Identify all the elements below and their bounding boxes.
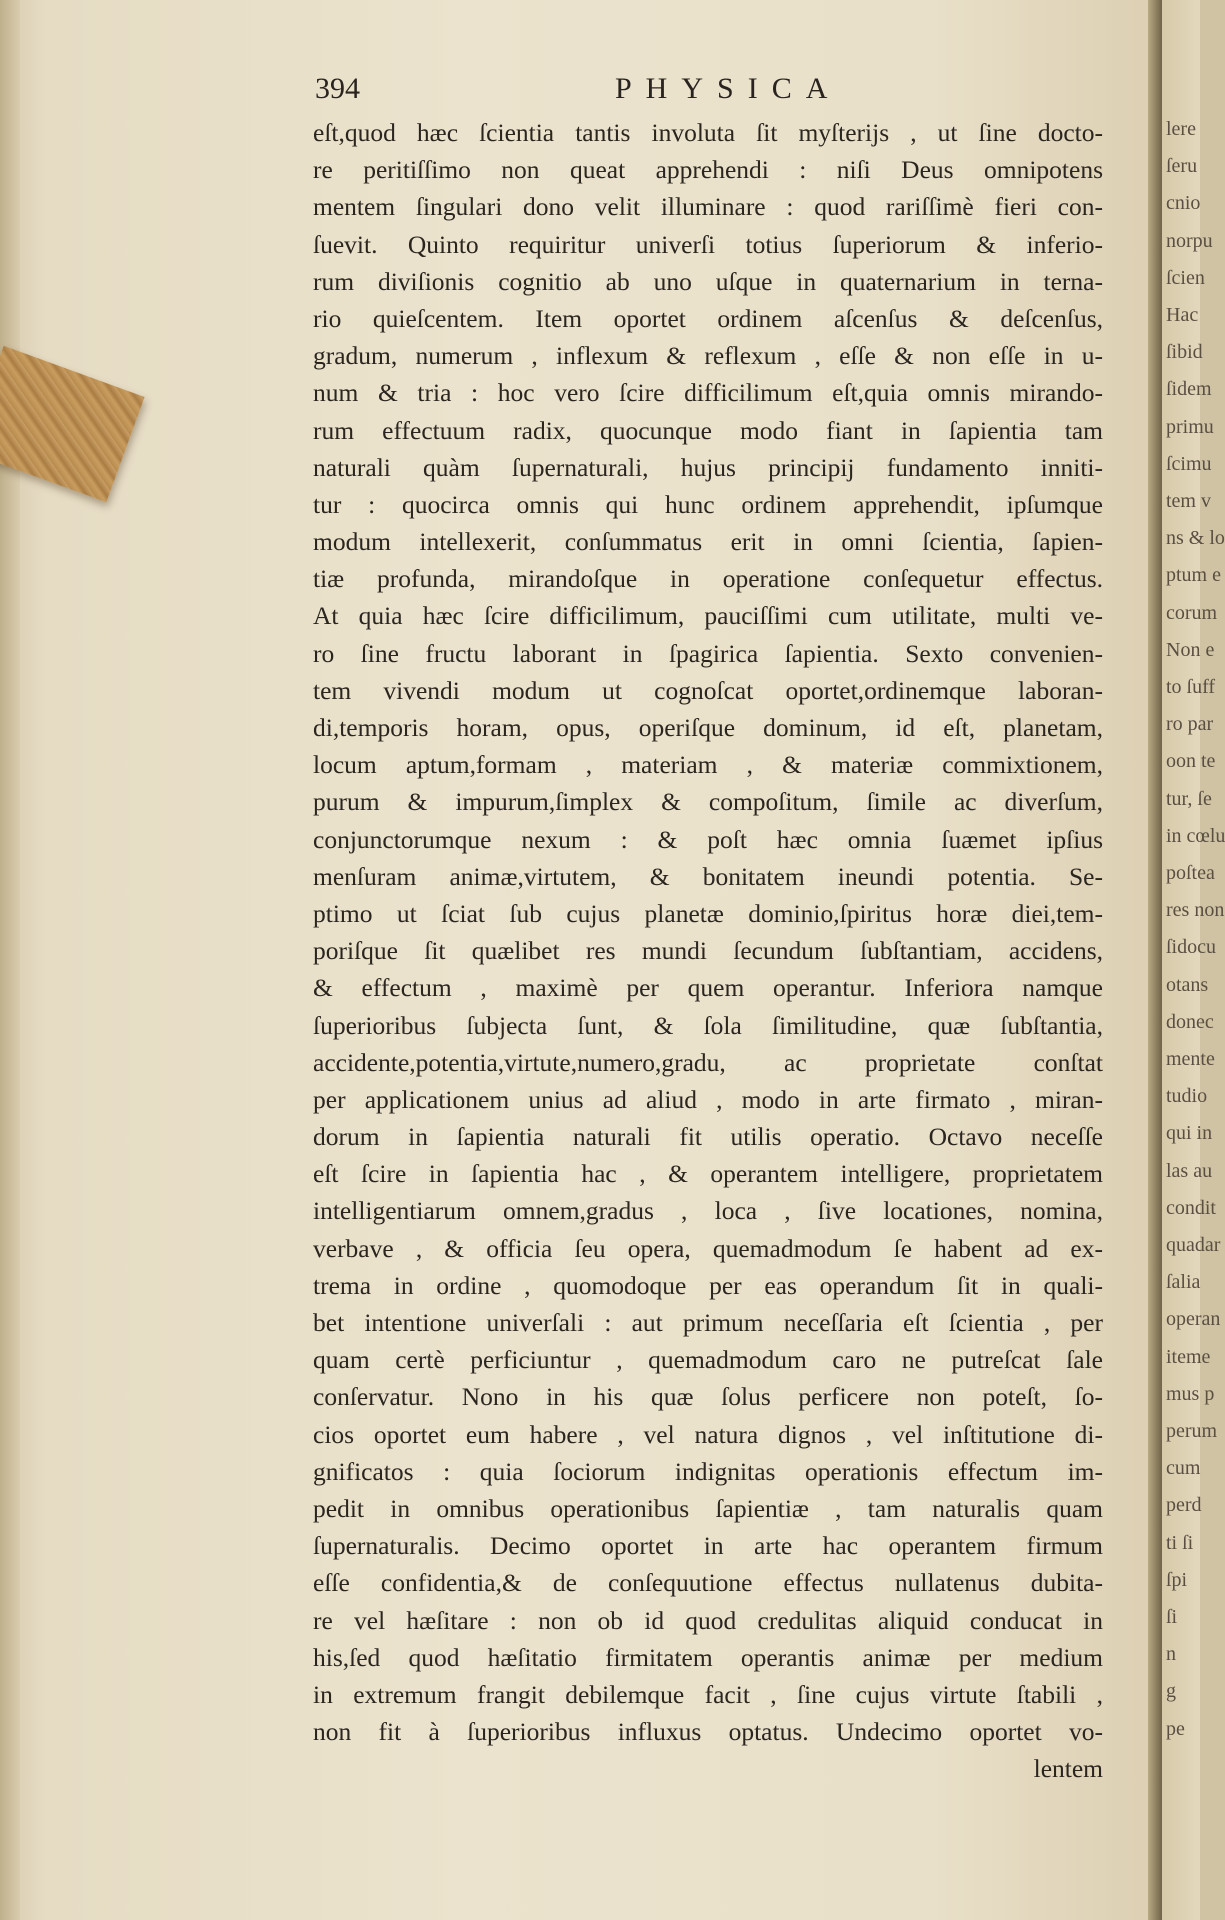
facing-page-fragment: qui in [1166, 1122, 1213, 1145]
text-line: trema in ordine , quomodoque per eas operandum ſit in quali- [313, 1270, 1103, 1300]
facing-page-fragment: ns & lo [1166, 527, 1225, 550]
facing-page-fragment: Non e [1166, 638, 1215, 661]
facing-page-fragment: perd [1166, 1494, 1202, 1517]
text-line: menſuram animæ,virtutem, & bonitatem ineundi potentia. Se- [313, 861, 1103, 891]
facing-page-fragment: n [1166, 1643, 1176, 1666]
facing-page-fragment: pe [1166, 1717, 1185, 1740]
text-line: rum diviſionis cognitio ab uno uſque in quaternarium in terna- [313, 266, 1103, 296]
text-line: re vel hæſitare : non ob id quod credulitas aliquid conducat in [313, 1605, 1103, 1635]
text-line: his,ſed quod hæſitatio firmitatem operantis animæ per medium [313, 1642, 1103, 1672]
facing-page-edge [1162, 0, 1225, 1920]
text-line: intelligentiarum omnem,gradus , loca , ſive locationes, nomina, [313, 1196, 1103, 1226]
text-line: tiæ profunda, mirandoſque in operatione conſequetur effectus. [313, 564, 1103, 594]
text-line: ptimo ut ſciat ſub cujus planetæ dominio,ſpiritus horæ diei,tem- [313, 898, 1103, 928]
facing-page-fragment: ſibid [1166, 341, 1203, 364]
text-line: num & tria : hoc vero ſcire difficilimum eſt,quia omnis mirando- [313, 378, 1103, 408]
facing-page-fragment: oon te [1166, 750, 1216, 773]
facing-page-fragment: iteme [1166, 1345, 1211, 1368]
facing-page-fragment: mente [1166, 1048, 1215, 1070]
text-line: rio quieſcentem. Item oportet ordinem aſcenſus & deſcenſus, [313, 303, 1103, 333]
text-line: At quia hæc ſcire difficilimum, pauciſſimi cum utilitate, multi ve- [313, 601, 1103, 631]
text-line: tem vivendi modum ut cognoſcat oportet,ordinemque laboran- [313, 675, 1103, 705]
page-number: 394 [315, 72, 360, 105]
text-line: eſſe confidentia,& de conſequutione effectus nullatenus dubita- [313, 1568, 1103, 1598]
text-line: ſuevit. Quinto requiritur univerſi totius ſuperiorum & inferio- [313, 229, 1103, 259]
text-line: poriſque ſit quælibet res mundi ſecundum ſubſtantiam, accidens, [313, 936, 1103, 966]
text-line: in extremum frangit debilemque facit , ſine cujus virtute ſtabili , [313, 1679, 1103, 1709]
text-line: gnificatos : quia ſociorum indignitas operationis effectum im- [313, 1456, 1103, 1486]
facing-page-fragment: res non [1166, 899, 1225, 922]
body-text [313, 114, 1103, 1787]
facing-page-fragment: g [1166, 1680, 1176, 1703]
facing-page-fragment: tem v [1166, 490, 1211, 512]
facing-page-fragment: primu [1166, 415, 1214, 438]
facing-page-fragment: corum [1166, 601, 1218, 624]
facing-page-fragment: mus p [1166, 1382, 1215, 1405]
facing-page-fragment: donec [1166, 1010, 1214, 1033]
text-line: dorum in ſapientia naturali fit utilis operatio. Octavo neceſſe [313, 1122, 1103, 1152]
facing-page-fragment: poſtea [1166, 862, 1215, 884]
facing-page-fragment: ſidocu [1166, 936, 1216, 959]
facing-page-fragment: condit [1166, 1196, 1216, 1219]
facing-page-fragment: cnio [1166, 192, 1201, 215]
facing-page-fragment: lere [1166, 118, 1196, 140]
facing-page-fragment: ſi [1166, 1606, 1178, 1628]
facing-page-fragment: ſidem [1166, 378, 1212, 401]
facing-page-fragment: ti ſi [1166, 1531, 1194, 1554]
text-line: quam certè perficiuntur , quemadmodum caro ne putreſcat ſale [313, 1345, 1103, 1375]
facing-page-fragment: ptum e [1166, 564, 1221, 587]
facing-page-fragment: quadar [1166, 1234, 1221, 1256]
facing-page-fragment: cum [1166, 1457, 1201, 1480]
text-line: ſupernaturalis. Decimo oportet in arte hac operantem firmum [313, 1531, 1103, 1561]
page-header [315, 72, 1105, 112]
text-line: mentem ſingulari dono velit illuminare : quod rariſſimè fieri con- [313, 192, 1103, 222]
facing-page-fragment: perum [1166, 1420, 1218, 1442]
text-line: tur : quocirca omnis qui hunc ordinem apprehendit, ipſumque [313, 489, 1103, 519]
text-line: cios oportet eum habere , vel natura dignos , vel inſtitutione di- [313, 1419, 1103, 1449]
facing-page-fragment: operan [1166, 1308, 1221, 1331]
book-gutter [1148, 0, 1162, 1920]
text-line: pedit in omnibus operationibus ſapientiæ , tam naturalis quam [313, 1493, 1103, 1523]
text-line: naturali quàm ſupernaturali, hujus principij fundamento inniti- [313, 452, 1103, 482]
text-line: rum effectuum radix, quocunque modo fiant in ſapientia tam [313, 415, 1103, 445]
text-line: eſt ſcire in ſapientia hac , & operantem intelligere, proprietatem [313, 1159, 1103, 1189]
running-head: PHYSICA [615, 72, 842, 105]
text-line: & effectum , maximè per quem operantur. Inferiora namque [313, 973, 1103, 1003]
facing-page-fragment: ſcimu [1166, 452, 1212, 475]
facing-page-fragment: in cœlu [1166, 824, 1225, 847]
facing-page-fragment: norpu [1166, 229, 1213, 252]
text-line: per applicationem unius ad aliud , modo in arte firmato , miran- [313, 1084, 1103, 1114]
facing-page-fragment: tudio [1166, 1085, 1208, 1108]
text-line: ro ſine fructu laborant in ſpagirica ſapientia. Sexto convenien- [313, 638, 1103, 668]
facing-page-fragment: las au [1166, 1159, 1213, 1182]
facing-page-fragment: tur, ſe [1166, 787, 1212, 810]
facing-page-fragment: otans [1166, 973, 1209, 996]
text-line: conſervatur. Nono in his quæ ſolus perficere non poteſt, ſo- [313, 1382, 1103, 1412]
text-line: purum & impurum,ſimplex & compoſitum, ſimile ac diverſum, [313, 787, 1103, 817]
facing-page-fragment: ſeru [1166, 155, 1198, 178]
facing-page-fragment: Hac [1166, 304, 1199, 326]
facing-page-fragment: ſcien [1166, 266, 1205, 289]
facing-page-fragment: ſalia [1166, 1271, 1201, 1294]
text-line: modum intellexerit, conſummatus erit in omni ſcientia, ſapien- [313, 527, 1103, 557]
text-line: re peritiſſimo non queat apprehendi : niſi Deus omnipotens [313, 155, 1103, 185]
text-line: accidente,potentia,virtute,numero,gradu, ac proprietate conſtat [313, 1047, 1103, 1077]
facing-page-fragment: ſpi [1166, 1568, 1188, 1591]
text-line: bet intentione univerſali : aut primum neceſſaria eſt ſcientia , per [313, 1308, 1103, 1337]
text-line: locum aptum,formam , materiam , & materiæ commixtionem, [313, 750, 1103, 780]
text-line: conjunctorumque nexum : & poſt hæc omnia ſuæmet ipſius [313, 824, 1103, 854]
facing-page-fragment: to ſuff [1166, 676, 1216, 698]
facing-page-fragment: ro par [1166, 713, 1214, 736]
text-line: gradum, numerum , inflexum & reflexum , eſſe & non eſſe in u- [313, 341, 1103, 371]
left-page-edge [0, 0, 20, 1920]
text-line: ſuperioribus ſubjecta ſunt, & ſola ſimilitudine, quæ ſubſtantia, [313, 1010, 1103, 1040]
text-line: verbave , & officia ſeu opera, quemadmodum ſe habent ad ex- [313, 1233, 1103, 1263]
text-line: lentem [1033, 1754, 1103, 1784]
text-line: non fit à ſuperioribus influxus optatus. Undecimo oportet vo- [313, 1717, 1103, 1747]
text-line: di,temporis horam, opus, operiſque dominum, id eſt, planetam, [313, 713, 1103, 742]
text-line: eſt,quod hæc ſcientia tantis involuta ſit myſterijs , ut ſine docto- [313, 118, 1103, 147]
